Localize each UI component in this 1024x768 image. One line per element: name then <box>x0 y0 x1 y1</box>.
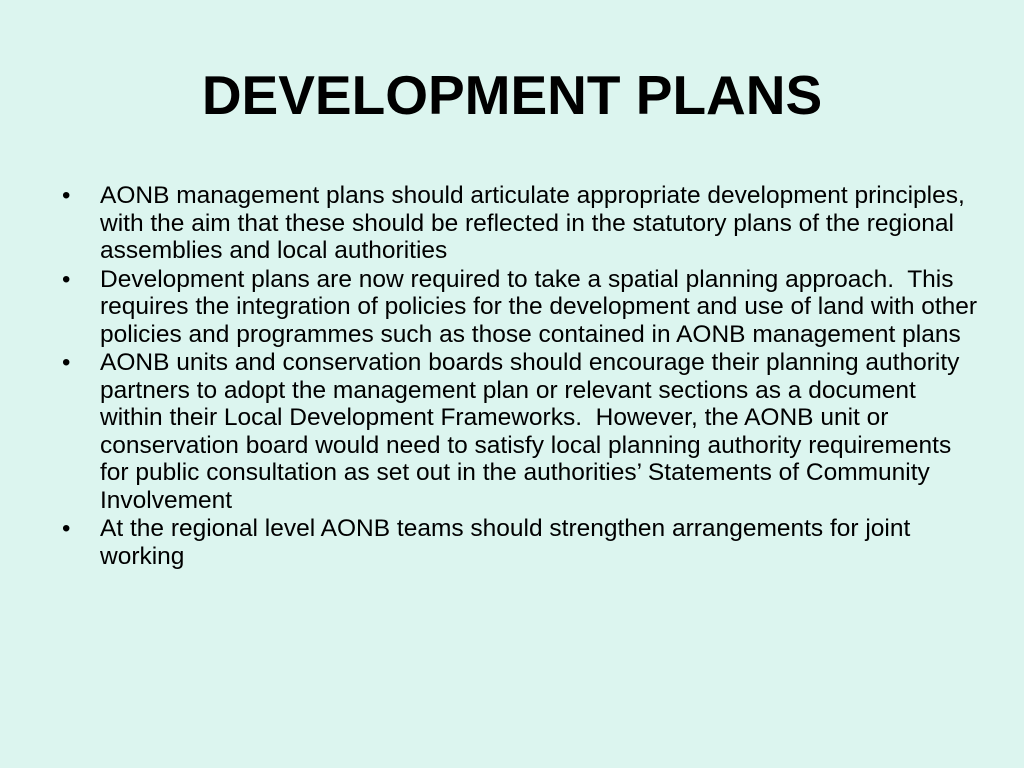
bullet-item-3 <box>60 349 980 514</box>
bullet-text: At the regional level AONB teams should strengthen arrangements for joint working <box>100 515 918 570</box>
bullet-icon: • <box>62 182 71 209</box>
bullet-list <box>60 182 984 571</box>
bullet-item-4 <box>60 515 980 570</box>
bullet-item-2 <box>60 265 984 349</box>
bullet-icon: • <box>62 515 71 542</box>
bullet-icon: • <box>62 349 71 376</box>
bullet-icon: • <box>62 265 71 293</box>
bullet-text: AONB units and conservation boards should encourage their planning authority partners to adopt the management plan or relevant sections as a document within their Local Development Frameworks. However, the AONB unit or conservation board would need to satisfy local planning authority requirements for public consultation as set out in the authorities’ Statements of Community Involvement <box>100 349 967 514</box>
bullet-item-1 <box>60 182 980 265</box>
slide-title: DEVELOPMENT PLANS <box>201 64 823 126</box>
bullet-text: Development plans are now required to take a spatial planning approach. This requires the integration of policies for the development and use of land with other policies and programmes such as those contained in AONB management plans <box>100 265 984 348</box>
bullet-text: AONB management plans should articulate appropriate development principles, with the aim that these should be reflected in the statutory plans of the regional assemblies and local authorities <box>100 182 972 264</box>
